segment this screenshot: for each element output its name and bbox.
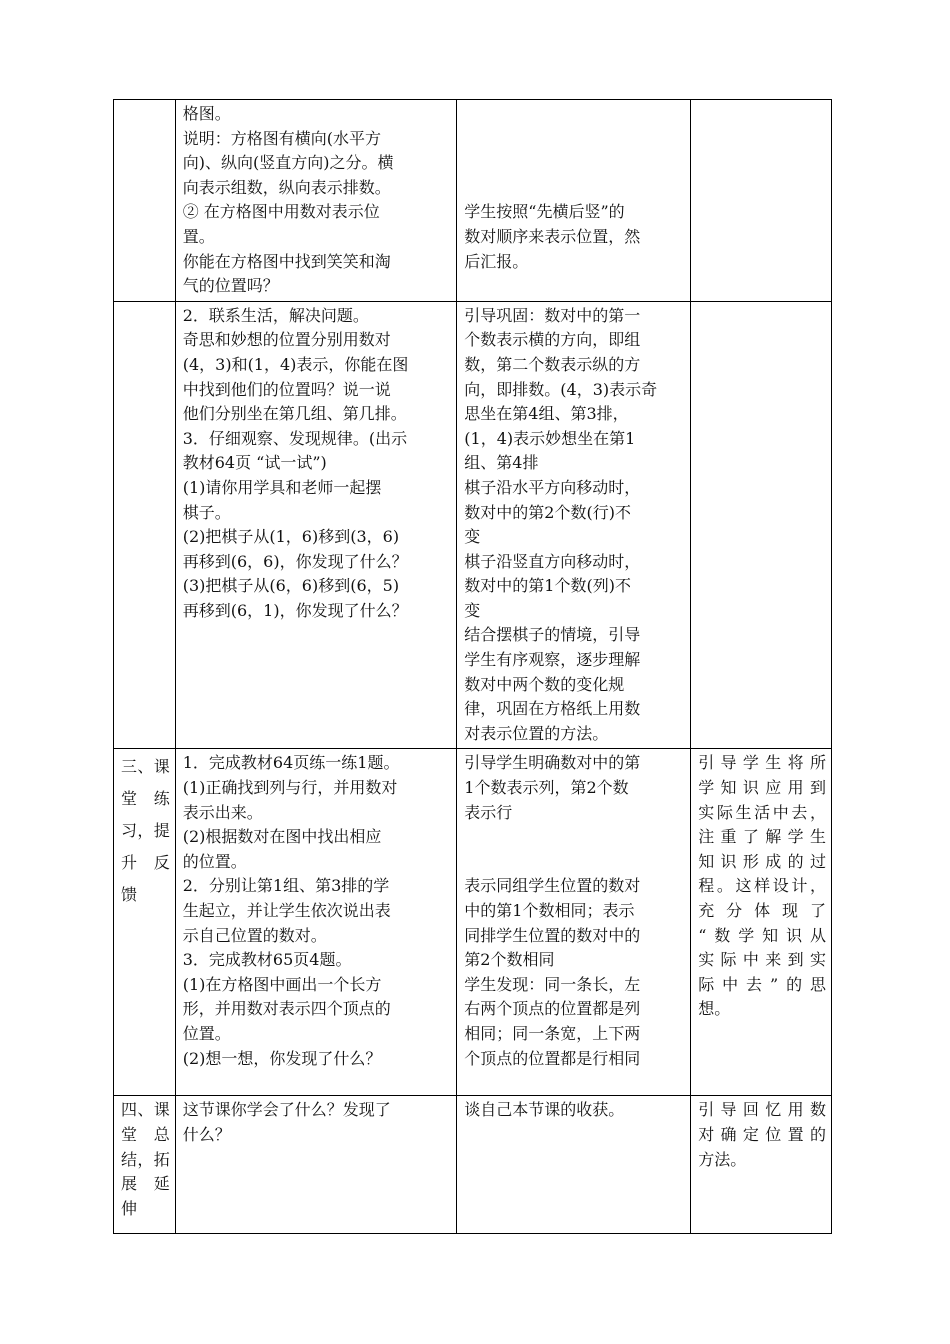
student-activity-cell (457, 749, 691, 1096)
stage-text-line: 结，拓 (121, 1149, 170, 1169)
teacher-text-line: (1)在方格图中画出一个长方 (182, 974, 382, 994)
teacher-text-line: 这节课你学会了什么？发现了 (182, 1100, 391, 1120)
teacher-text-line: (2)把棋子从(1，6)移到(3，6) (182, 527, 400, 547)
stage-cell (114, 100, 176, 302)
stage-text-line: 伸 (121, 1198, 138, 1218)
student-text-line: 棋子沿竖直方向移动时， (464, 551, 641, 571)
student-text-line: 1个数表示列，第2个数 (464, 778, 629, 798)
student-activity-cell (457, 301, 691, 749)
teacher-text-line: 的位置。 (182, 851, 247, 871)
teacher-text-line: 他们分别坐在第几组、第几排。 (182, 404, 407, 424)
stage-cell (114, 749, 176, 1096)
student-text-line: 个顶点的位置都是行相同 (464, 1048, 641, 1068)
intent-text-line: 注重了解学生 (698, 827, 826, 847)
teacher-text-line: 气的位置吗？ (182, 276, 279, 296)
student-text-line: 数对中两个数的变化规 (464, 674, 625, 694)
student-activity-cell (457, 100, 691, 302)
intent-text-line: 想。 (698, 999, 731, 1019)
teacher-text-line: 1．完成教材64页练一练1题。 (182, 753, 400, 773)
teacher-text-line: 向)、纵向(竖直方向)之分。横 (182, 153, 394, 173)
intent-text-line: 实际生活中去， (698, 802, 826, 822)
teacher-text-line: 再移到(6，1)，你发现了什么？ (182, 600, 408, 620)
student-text-line (464, 850, 685, 875)
student-text-line: 个数表示横的方向，即组 (464, 330, 641, 350)
intent-text-line: 程。这样设计， (698, 876, 826, 896)
teacher-text-line: 置。 (182, 226, 215, 246)
student-text-line: 数对中的第1个数(列)不 (464, 576, 631, 596)
student-text-line: 数，第二个数表示纵的方 (464, 354, 641, 374)
stage-text-line: 习，提 (121, 821, 170, 841)
student-text-line: 律，巩固在方格纸上用数 (464, 699, 641, 719)
student-text-line: 变 (464, 527, 481, 547)
intent-text-line: “数学知识从 (698, 925, 826, 945)
student-text-line: 学生按照“先横后竖”的 (464, 202, 625, 222)
teacher-text-line: 向表示组数，纵向表示排数。 (182, 177, 391, 197)
student-text-line: 相同；同一条宽，上下两 (464, 1023, 641, 1043)
student-text-line: 中的第1个数相同；表示 (464, 901, 635, 920)
teacher-text-line: 奇思和妙想的位置分别用数对 (182, 330, 391, 350)
teacher-text-line: ② 在方格图中用数对表示位 (182, 202, 380, 222)
intent-text-line: 对确定位置的 (698, 1125, 826, 1145)
stage-text-line: 升 反 (121, 853, 170, 873)
student-text-line: 表示同组学生位置的数对 (464, 876, 641, 896)
design-intent-cell (691, 749, 832, 1096)
student-text-line: 数对中的第2个数(行)不 (464, 502, 631, 522)
spacer (464, 151, 685, 176)
student-text-line: 第2个数相同 (464, 950, 555, 970)
student-text-line: 表示行 (464, 802, 513, 822)
student-text-line: 组、第4排 (464, 453, 539, 473)
spacer (464, 102, 685, 127)
teacher-text-line: 你能在方格图中找到笑笑和淘 (182, 251, 391, 271)
intent-text-line: 学知识应用到 (698, 778, 826, 798)
student-activity-cell (457, 1096, 691, 1234)
teacher-text-line: (1)请你用学具和老师一起摆 (182, 477, 382, 497)
student-text-line: 学生发现：同一条长，左 (464, 974, 641, 994)
teacher-text-line: 教材64页 “试一试”) (182, 453, 327, 473)
teacher-text-line: (1)正确找到列与行，并用数对 (182, 778, 398, 798)
student-text-line: (1，4)表示妙想坐在第1 (464, 428, 636, 448)
teacher-text-line: 再移到(6，6)，你发现了什么？ (182, 551, 408, 571)
stage-text-line: 三、课 (121, 757, 170, 777)
spacer (464, 176, 685, 201)
teacher-text-line: 说明：方格图有横向(水平方 (182, 128, 381, 148)
student-text-line: 后汇报。 (464, 251, 529, 271)
stage-cell (114, 1096, 176, 1234)
intent-text-line: 实际中来到实 (698, 950, 826, 970)
teacher-text-line: 生起立，并让学生依次说出表 (182, 901, 391, 920)
student-text-line: 右两个顶点的位置都是列 (464, 999, 641, 1019)
teacher-text-line: 位置。 (182, 1023, 231, 1043)
student-text-line: 棋子沿水平方向移动时， (464, 477, 641, 497)
spacer (464, 127, 685, 152)
stage-text-line: 堂 练 (121, 789, 170, 809)
teacher-text-line: (2)根据数对在图中找出相应 (182, 827, 382, 847)
student-text-line: 数对顺序来表示位置，然 (464, 226, 641, 246)
intent-text-line: 际中去”的思 (698, 974, 826, 994)
student-text-line: 引导学生明确数对中的第 (464, 753, 641, 773)
design-intent-cell (691, 1096, 832, 1234)
student-text-line: 对表示位置的方法。 (464, 723, 609, 743)
teacher-text-line: (3)把棋子从(6，6)移到(6，5) (182, 576, 400, 596)
student-text-line: 引导巩固：数对中的第一 (464, 305, 641, 325)
teacher-text-line: 表示出来。 (182, 802, 263, 822)
design-intent-cell (691, 100, 832, 302)
intent-text-line: 充分体现了 (698, 901, 826, 920)
teacher-text-line: 2．分别让第1组、第3排的学 (182, 876, 390, 896)
stage-cell (114, 301, 176, 749)
student-text-line: 思坐在第4组、第3排， (464, 404, 629, 424)
stage-text-line: 展 延 (121, 1174, 170, 1194)
student-text-line: 学生有序观察，逐步理解 (464, 650, 641, 670)
table-row (114, 1096, 832, 1234)
student-text-line: 变 (464, 600, 481, 620)
teacher-activity-cell (175, 100, 457, 302)
teacher-activity-cell (175, 1096, 457, 1234)
teacher-text-line: 中找到他们的位置吗？说一说 (182, 379, 391, 399)
teacher-text-line: 棋子。 (182, 502, 231, 522)
table-row (114, 301, 832, 749)
teacher-text-line: 格图。 (182, 104, 231, 123)
teacher-text-line: 2．联系生活，解决问题。 (182, 305, 369, 325)
teacher-text-line: (2)想一想，你发现了什么？ (182, 1048, 382, 1068)
table-row (114, 749, 832, 1096)
teacher-text-line: 什么？ (182, 1125, 231, 1145)
lesson-plan-table (113, 99, 832, 1234)
table-row (114, 100, 832, 302)
student-text-line (464, 825, 685, 850)
teacher-text-line: 形，并用数对表示四个顶点的 (182, 999, 391, 1019)
lesson-plan-body (114, 100, 832, 1234)
intent-text-line: 引导学生将所 (698, 753, 826, 773)
stage-text-line: 四、课 (121, 1100, 170, 1120)
student-text-line: 谈自己本节课的收获。 (464, 1100, 625, 1120)
intent-text-line: 知识形成的过 (698, 851, 826, 871)
teacher-text-line: 示自己位置的数对。 (182, 925, 327, 945)
intent-text-line: 引导回忆用数 (698, 1100, 826, 1120)
teacher-activity-cell (175, 749, 457, 1096)
student-text-line: 同排学生位置的数对中的 (464, 925, 641, 945)
teacher-text-line: 3．仔细观察、发现规律。(出示 (182, 428, 408, 448)
student-text-line: 结合摆棋子的情境，引导 (464, 625, 641, 645)
teacher-text-line: 3．完成教材65页4题。 (182, 950, 352, 970)
intent-text-line: 方法。 (698, 1149, 747, 1169)
teacher-activity-cell (175, 301, 457, 749)
design-intent-cell (691, 301, 832, 749)
stage-text-line: 馈 (121, 885, 138, 905)
teacher-text-line: (4，3)和(1，4)表示，你能在图 (182, 354, 409, 374)
stage-text-line: 堂 总 (121, 1125, 170, 1145)
student-text-line: 向，即排数。(4，3)表示奇 (464, 379, 658, 399)
